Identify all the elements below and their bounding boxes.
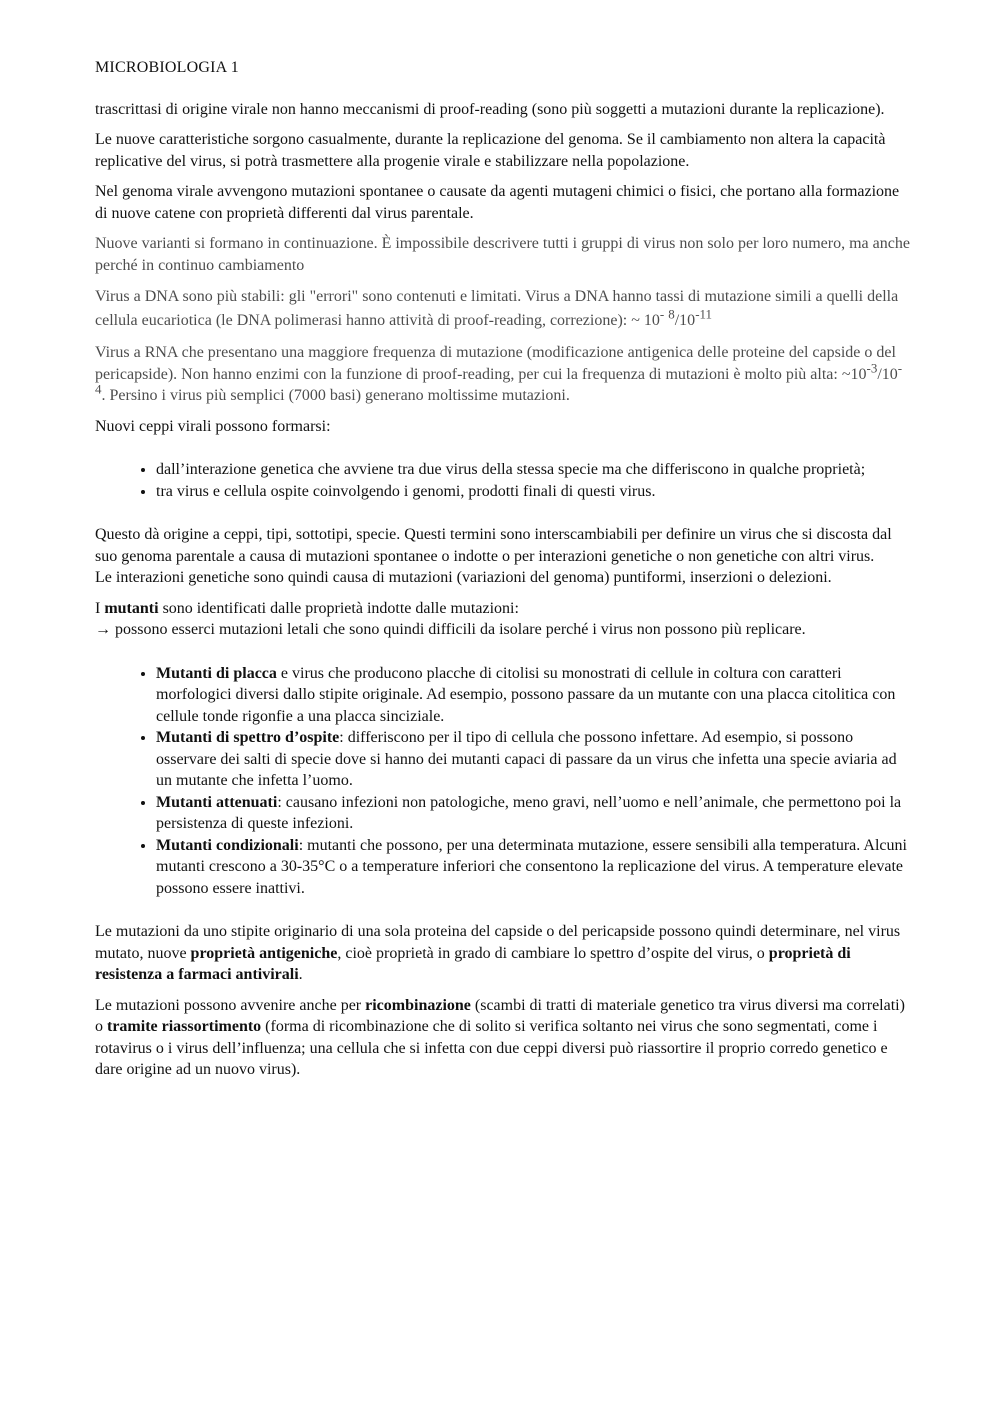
recombination-term: ricombinazione bbox=[365, 996, 471, 1014]
antigenic-term: proprietà antigeniche bbox=[190, 944, 338, 962]
paragraph-mutants: I mutanti sono identificati dalle proprietà indotte dalle mutazioni: → possono esserci mutazioni letali che sono quindi difficili da isolare perché i virus non possono più replicare. bbox=[95, 599, 806, 638]
paragraph-dna-virus bbox=[95, 285, 910, 333]
document-page bbox=[95, 57, 910, 1090]
strain-origin-list bbox=[95, 459, 910, 502]
list-item: • Mutanti di spettro d’ospite: differiscono per il tipo di cellula che possono infettare. Ad esempio, si possono osservare dei salti di specie dove si hanno dei mutanti capaci di passare da un virus che infetta una specie aviaria ad un mutante che infetta l’uomo. bbox=[156, 727, 910, 792]
arrow-icon: → bbox=[95, 621, 111, 638]
mutant-type-term: Mutanti di placca bbox=[156, 664, 277, 682]
paragraph-antigenic-properties: Le mutazioni da uno stipite originario di una sola proteina del capside o del pericapside possono quindi determinare, nel virus mutato, nuove proprietà antigeniche, cioè proprietà in grado di cambiare lo spettro d’ospite del virus, o proprietà di resistenza a farmaci antivirali. bbox=[95, 923, 901, 983]
paragraph-strain-terms: Questo dà origine a ceppi, tipi, sottotipi, specie. Questi termini sono interscambiabili per definire un virus che si discosta dal suo genoma parentale a causa di mutazioni spontanee o indotte o per interazioni genetiche o non genetiche con altri virus. bbox=[95, 526, 892, 565]
lethal-mutations-text: possono esserci mutazioni letali che sono quindi difficili da isolare perché i virus non possono più replicare. bbox=[111, 621, 806, 638]
rna-rate-slash: /10 bbox=[877, 365, 898, 383]
paragraph-new-characteristics: Le nuove caratteristiche sorgono casualmente, durante la replicazione del genoma. Se il cambiamento non altera la capacità replicative del virus, si potrà trasmettere alla progenie virale e stabilizzare nella popolazione. bbox=[95, 131, 886, 170]
dna-rate-slash: /10 bbox=[674, 312, 696, 329]
mutants-term: mutanti bbox=[104, 599, 159, 617]
resistance-term: proprietà di resistenza a farmaci antivirali bbox=[95, 944, 851, 983]
rna-virus-text: Virus a RNA che presentano una maggiore frequenza di mutazione (modificazione antigenica delle proteine del capside o del pericapside). Non hanno enzimi con la funzione di proof-reading, per cui la frequenza di mutazioni è molto più alta: ~10 bbox=[95, 344, 896, 383]
list-item: • dall’interazione genetica che avviene tra due virus della stessa specie ma che differiscono in qualche proprietà; bbox=[156, 459, 910, 481]
rna-virus-tail: . Persino i virus più semplici (7000 basi) generano moltissime mutazioni. bbox=[101, 387, 570, 404]
paragraph-proofreading: trascrittasi di origine virale non hanno meccanismi di proof-reading (sono più soggetti a mutazioni durante la replicazione). bbox=[95, 100, 885, 118]
page-header: MICROBIOLOGIA 1 bbox=[95, 59, 239, 76]
mutant-type-term: Mutanti condizionali bbox=[156, 836, 299, 854]
paragraph-genetic-interactions: Le interazioni genetiche sono quindi causa di mutazioni (variazioni del genoma) puntiformi, inserzioni o delezioni. bbox=[95, 569, 832, 586]
list-item: • tra virus e cellula ospite coinvolgendo i genomi, prodotti finali di questi virus. bbox=[156, 481, 910, 503]
rna-rate-exp2: -4 bbox=[95, 360, 903, 397]
paragraph-rna-virus bbox=[95, 342, 910, 407]
reassortment-term: tramite riassortimento bbox=[107, 1018, 262, 1035]
rna-rate-exp1: -3 bbox=[866, 360, 878, 376]
paragraph-new-variants: Nuove varianti si formano in continuazione. È impossibile descrivere tutti i gruppi di virus non solo per loro numero, ma anche perché in continuo cambiamento bbox=[95, 235, 910, 274]
list-item: • Mutanti attenuati: causano infezioni non patologiche, meno gravi, nell’uomo e nell’animale, che permettono poi la persistenza di queste infezioni. bbox=[156, 792, 910, 835]
list-item: • Mutanti condizionali: mutanti che possono, per una determinata mutazione, essere sensibili alla temperatura. Alcuni mutanti crescono a 30-35°C o a temperature inferiori che consentono la replicazione del virus. A temperature elevate possono essere inattivi. bbox=[156, 835, 910, 900]
paragraph-new-strains: Nuovi ceppi virali possono formarsi: bbox=[95, 417, 331, 435]
dna-rate-exp1: - bbox=[659, 306, 665, 322]
list-item: • Mutanti di placca e virus che producono placche di citolisi su monostrati di cellule in coltura con caratteri morfologici diversi dallo stipite originale. Ad esempio, possono passare da un mutante con una placca citolitica con cellule tonde rigonfie a una placca sinciziale. bbox=[156, 663, 910, 728]
dna-virus-text: Virus a DNA sono più stabili: gli "errori" sono contenuti e limitati. Virus a DNA hanno tassi di mutazione simili a quelli della cellula eucariotica (le DNA polimerasi hanno attività di proof-reading, correzione): ~ 10 bbox=[95, 288, 899, 329]
mutant-types-list bbox=[95, 663, 910, 900]
dna-rate-exp1b: 8 bbox=[668, 306, 675, 322]
paragraph-recombination: Le mutazioni possono avvenire anche per ricombinazione (scambi di tratti di materiale genetico tra virus diversi ma correlati) o tramite riassortimento (forma di ricombinazione che di solito si verifica soltanto nei virus che sono segmentati, come i rotavirus o i virus dell’influenza; una cellula che si infetta con due ceppi diversi può riassortire il proprio corredo genetico e dare origine ad un nuovo virus). bbox=[95, 996, 905, 1078]
mutant-type-term: Mutanti attenuati bbox=[156, 793, 278, 811]
paragraph-viral-genome-mutations: Nel genoma virale avvengono mutazioni spontanee o causate da agenti mutageni chimici o fisici, che portano alla formazione di nuove catene con proprietà differenti dal virus parentale. bbox=[95, 183, 900, 222]
mutant-type-term: Mutanti di spettro d’ospite bbox=[156, 729, 340, 746]
dna-rate-exp2: -11 bbox=[695, 306, 713, 322]
